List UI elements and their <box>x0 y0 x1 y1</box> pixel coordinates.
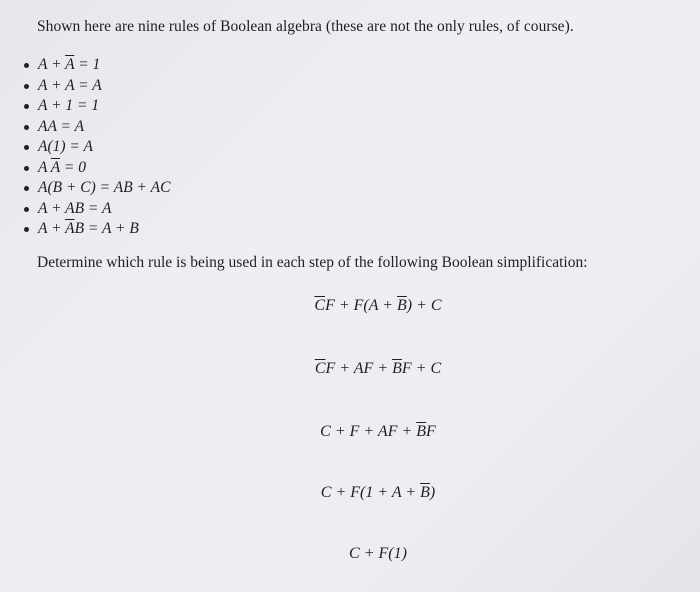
rule-expression-part: = 0 <box>60 158 86 176</box>
step-expression-part: F + AF + <box>325 360 393 377</box>
simplification-step <box>0 360 700 378</box>
rule-expression-part: A <box>38 158 51 176</box>
rule-expression-part: $\overline{A}$ <box>65 220 75 237</box>
rule-expression <box>38 138 93 155</box>
bullet-icon <box>24 125 29 130</box>
step-expression-part: $\overline{C}$ <box>314 297 326 314</box>
step-expression-part: F <box>426 423 436 440</box>
instruction-text: Determine which rule is being used in each step of the following Boolean simplification: <box>37 254 588 271</box>
rule-item <box>22 96 170 117</box>
bullet-icon <box>24 63 29 68</box>
rule-expression-part: B = A + B <box>74 220 139 237</box>
rule-item <box>22 137 170 158</box>
rule-expression <box>38 159 86 176</box>
step-expression-part: $\overline{C}$ <box>314 360 326 377</box>
simplification-step <box>0 545 700 563</box>
rule-item <box>22 199 170 220</box>
step-expression-part: $\overline{B}$ <box>420 484 430 501</box>
rule-expression <box>38 118 84 135</box>
bullet-icon <box>24 104 29 109</box>
bullet-icon <box>24 186 29 191</box>
rule-item <box>22 55 170 76</box>
rule-expression <box>38 220 139 237</box>
rule-expression-part: AA = A <box>38 117 85 135</box>
rule-item <box>22 158 170 179</box>
rule-expression <box>38 97 99 114</box>
rule-expression-part: A + <box>38 56 66 73</box>
rule-expression-part: = 1 <box>74 56 101 73</box>
bullet-icon <box>24 166 29 171</box>
step-expression-part: ) <box>429 484 436 501</box>
rule-expression-part: A(1) = A <box>38 138 93 155</box>
rule-expression-part: $\overline{A}$ <box>50 158 60 176</box>
rule-expression-part: A + <box>38 220 66 237</box>
step-expression-part: C + F + AF + <box>320 423 417 440</box>
simplification-step <box>0 297 700 315</box>
intro-text: Shown here are nine rules of Boolean algebra (these are not the only rules, of course). <box>37 18 574 35</box>
rule-expression-part: $\overline{A}$ <box>65 56 75 73</box>
rule-expression <box>38 77 102 94</box>
simplification-step <box>0 484 700 502</box>
simplification-step <box>0 423 700 441</box>
rule-expression-part: A + A = A <box>38 76 102 94</box>
rule-expression-part: A + 1 = 1 <box>38 97 100 114</box>
bullet-icon <box>24 84 29 89</box>
bullet-icon <box>24 207 29 212</box>
step-expression-part: ) + C <box>406 297 442 314</box>
rule-item <box>22 178 170 199</box>
rule-expression <box>38 179 170 196</box>
bullet-icon <box>24 145 29 150</box>
bullet-icon <box>24 227 29 232</box>
rule-item <box>22 219 170 240</box>
step-expression-part: F + C <box>401 360 442 377</box>
step-expression-part: C + F(1 + A + <box>320 484 421 501</box>
rules-list <box>22 55 170 240</box>
step-expression-part: $\overline{B}$ <box>416 423 427 440</box>
step-expression-part: $\overline{B}$ <box>392 360 402 377</box>
rule-expression-part: A + AB = A <box>38 199 112 217</box>
step-expression-part: F + F(A + <box>325 297 398 314</box>
rule-item <box>22 76 170 97</box>
rule-expression-part: A(B + C) = AB + AC <box>38 179 171 196</box>
rule-expression <box>38 56 100 73</box>
step-expression-part: $\overline{B}$ <box>397 297 407 314</box>
step-expression-part: C + F(1) <box>349 545 407 562</box>
rule-item <box>22 117 170 138</box>
rule-expression <box>38 200 111 217</box>
